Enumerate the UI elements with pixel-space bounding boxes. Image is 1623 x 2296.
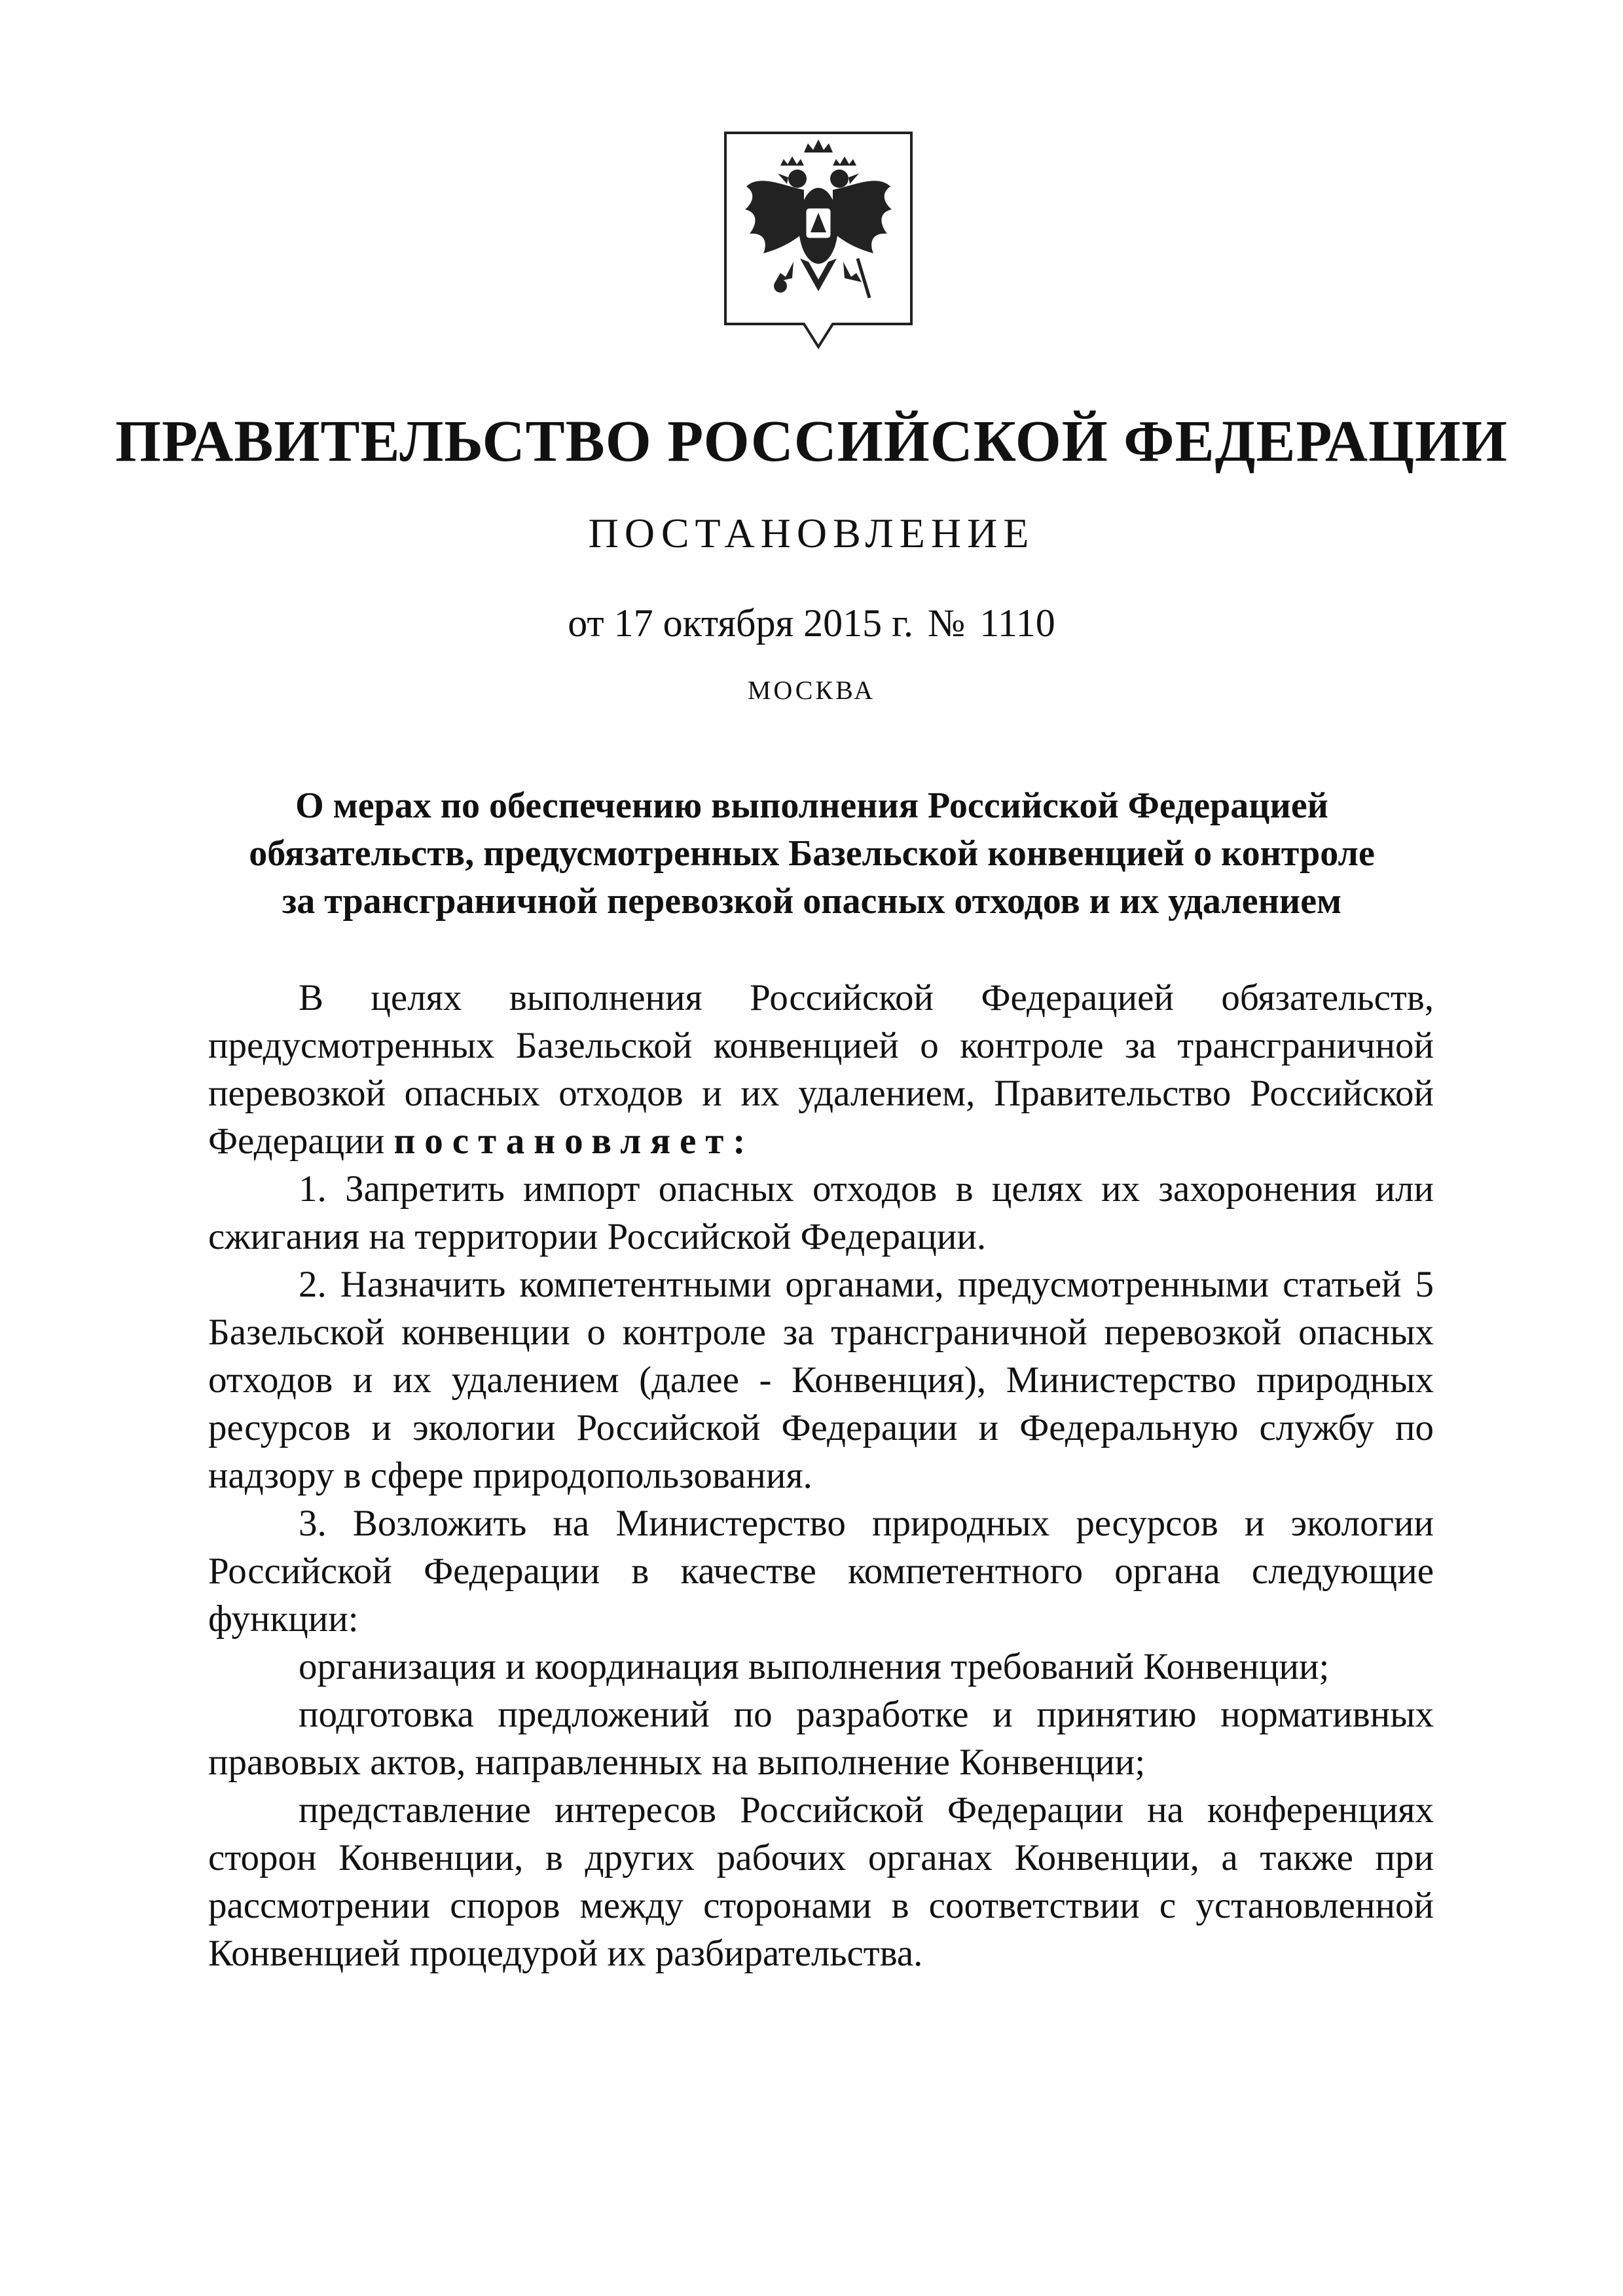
preamble-paragraph: [208, 974, 1434, 1165]
function-1: организация и координация выполнения требований Конвенции;: [299, 1646, 1330, 1687]
preamble-text: В целях выполнения Российской Федерацией обязательств, предусмотренных Базельской конвенцией о контроле за трансграничной перевозкой опасных отходов и их удалением, Правительство Российской Федерации: [208, 977, 1434, 1162]
subject-line: за трансграничной перевозкой опасных отходов и их удалением: [282, 881, 1342, 922]
subject-line: обязательств, предусмотренных Базельской конвенцией о контроле: [249, 833, 1375, 874]
item-1: 1. Запретить импорт опасных отходов в целях их захоронения или сжигания на территории Российской Федерации.: [208, 1168, 1434, 1257]
document-number: 1110: [979, 601, 1055, 645]
item-2: 2. Назначить компетентными органами, предусмотренными статьей 5 Базельской конвенции о контроле за трансграничной перевозкой опасных отходов и их удалением (далее - Конвенция), Министерство природных ресурсов и экологии Российской Федерации и Федеральную службу по надзору в сфере природопользования.: [208, 1264, 1434, 1496]
russian-coat-of-arms-icon: [720, 128, 917, 360]
document-type: ПОСТАНОВЛЕНИЕ: [588, 510, 1035, 556]
document-date: от 17 октября 2015 г.: [568, 601, 913, 645]
function-3: представление интересов Российской Федерации на конференциях сторон Конвенции, в других рабочих органах Конвенции, а также при рассмотрении споров между сторонами в соответствии с установленной Конвенцией процедурой их разбирательства.: [208, 1789, 1434, 1974]
city: МОСКВА: [747, 675, 876, 705]
subject-line: О мерах по обеспечению выполнения Российской Федерацией: [295, 785, 1328, 826]
date-and-number: [0, 597, 1623, 649]
function-2: подготовка предложений по разработке и принятию нормативных правовых актов, направленных на выполнение Конвенции;: [208, 1694, 1434, 1783]
document-body: [208, 974, 1434, 1977]
number-sign: №: [928, 601, 966, 645]
item-3: 3. Возложить на Министерство природных ресурсов и экологии Российской Федерации в качестве компетентного органа следующие функции:: [208, 1503, 1434, 1640]
government-title: ПРАВИТЕЛЬСТВО РОССИЙСКОЙ ФЕДЕРАЦИИ: [115, 409, 1508, 474]
document-subject: [196, 782, 1427, 925]
decrees-word: постановляет:: [393, 1121, 755, 1162]
